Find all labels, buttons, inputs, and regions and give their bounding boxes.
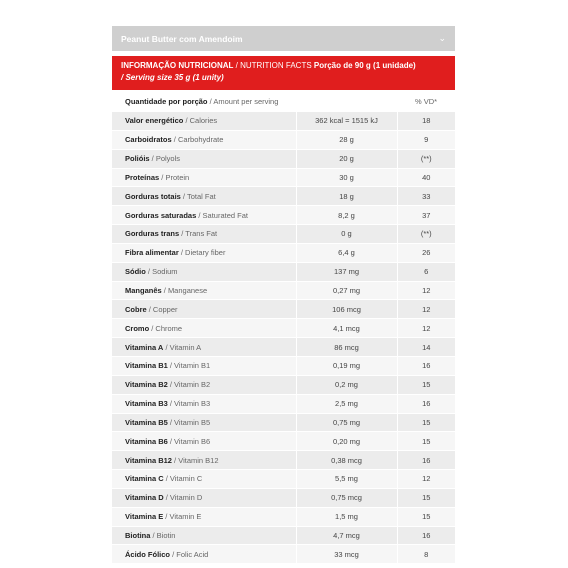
nutrient-vd: 16 [397, 394, 455, 413]
nutrient-name-en: / Vitamin E [163, 512, 202, 522]
nutrient-vd: 40 [397, 168, 455, 187]
table-row [112, 470, 455, 489]
table-row [112, 243, 455, 262]
nutrient-amount: 30 g [296, 168, 397, 187]
nutrient-name-en: / Trans Fat [179, 229, 218, 239]
nutrient-vd: 15 [397, 507, 455, 526]
nutrient-vd: (**) [397, 225, 455, 244]
table-row [112, 225, 455, 244]
nutrient-name [112, 206, 296, 225]
nutrient-vd: 26 [397, 243, 455, 262]
nutrient-name [112, 375, 296, 394]
nutrient-name-pt: Vitamina B1 [125, 361, 168, 371]
nutrient-amount: 0,20 mg [296, 432, 397, 451]
table-row [112, 168, 455, 187]
product-accordion[interactable] [112, 26, 455, 51]
nutrient-name-en: / Vitamin D [163, 493, 203, 503]
nutrient-amount: 106 mcg [296, 300, 397, 319]
amount-label-en: / Amount per serving [207, 96, 279, 106]
nutrient-name-en: / Vitamin B6 [167, 436, 211, 446]
header-serving-size: / Serving size 35 g (1 unity) [121, 72, 224, 82]
nutrient-name-pt: Cromo [125, 323, 150, 333]
nutrient-name [112, 225, 296, 244]
nutrient-amount: 0,27 mg [296, 281, 397, 300]
nutrient-vd: 37 [397, 206, 455, 225]
nutrient-amount: 18 g [296, 187, 397, 206]
header-title-en: / NUTRITION FACTS [233, 61, 314, 70]
table-row [112, 432, 455, 451]
table-row [112, 394, 455, 413]
nutrient-name-pt: Gorduras saturadas [125, 210, 197, 220]
chevron-down-icon[interactable]: ⌄ [438, 33, 446, 43]
nutrition-header [112, 56, 455, 90]
nutrient-name [112, 187, 296, 206]
nutrient-name-pt: Cobre [125, 304, 147, 314]
header-portion: Porção de 90 g (1 unidade) [313, 61, 416, 70]
nutrient-amount: 362 kcal = 1515 kJ [296, 112, 397, 130]
nutrient-name-en: / Vitamin B5 [167, 417, 211, 427]
nutrient-name [112, 130, 296, 149]
nutrient-vd: 15 [397, 413, 455, 432]
table-row [112, 356, 455, 375]
nutrient-name [112, 526, 296, 545]
nutrient-name-en: / Saturated Fat [196, 210, 248, 220]
nutrient-vd: 9 [397, 130, 455, 149]
vd-column-header: % VD* [414, 96, 438, 106]
nutrient-name-en: / Total Fat [180, 191, 216, 201]
nutrient-vd: 12 [397, 470, 455, 489]
nutrient-name [112, 356, 296, 375]
nutrient-name-en: / Carbohydrate [171, 135, 224, 145]
nutrient-amount: 20 g [296, 149, 397, 168]
nutrient-name [112, 262, 296, 281]
nutrient-name-pt: Carboidratos [125, 135, 172, 145]
table-row [112, 149, 455, 168]
nutrient-name-pt: Fibra alimentar [125, 248, 179, 258]
table-row [112, 375, 455, 394]
nutrient-name-pt: Vitamina C [125, 474, 164, 484]
nutrient-name-en: / Protein [159, 172, 190, 182]
nutrient-vd: 12 [397, 319, 455, 338]
nutrient-amount: 137 mg [296, 262, 397, 281]
table-row [112, 507, 455, 526]
nutrient-vd: 16 [397, 526, 455, 545]
nutrient-name-en: / Polyols [149, 154, 181, 164]
nutrient-vd: 16 [397, 451, 455, 470]
nutrient-name-pt: Vitamina A [125, 342, 164, 352]
nutrient-name-pt: Vitamina B6 [125, 436, 168, 446]
nutrient-name-pt: Vitamina B5 [125, 417, 168, 427]
nutrient-name-pt: Vitamina E [125, 512, 164, 522]
nutrition-panel [112, 26, 455, 564]
amount-label-pt: Quantidade por porção [125, 96, 208, 106]
table-row [112, 262, 455, 281]
table-row [112, 319, 455, 338]
nutrient-amount: 4,7 mcg [296, 526, 397, 545]
nutrient-name [112, 112, 296, 130]
nutrient-name-pt: Sódio [125, 267, 146, 277]
nutrient-name [112, 394, 296, 413]
table-row [112, 130, 455, 149]
nutrient-amount: 28 g [296, 130, 397, 149]
nutrient-name [112, 507, 296, 526]
nutrient-amount: 0,2 mg [296, 375, 397, 394]
nutrient-name-en: / Vitamin B3 [167, 399, 211, 409]
nutrient-name [112, 488, 296, 507]
nutrient-name-pt: Gorduras totais [125, 191, 181, 201]
nutrient-name [112, 149, 296, 168]
nutrient-amount: 0,19 mg [296, 356, 397, 375]
table-row [112, 526, 455, 545]
nutrient-name-en: / Folic Acid [170, 549, 209, 559]
nutrient-amount: 0 g [296, 225, 397, 244]
table-row [112, 488, 455, 507]
nutrient-name [112, 451, 296, 470]
nutrient-vd: (**) [397, 149, 455, 168]
nutrient-name [112, 432, 296, 451]
nutrient-amount: 33 mcg [296, 545, 397, 564]
nutrient-name-en: / Sodium [145, 267, 178, 277]
nutrient-name-en: / Vitamin A [163, 342, 202, 352]
nutrient-name-en: / Vitamin B12 [171, 455, 219, 465]
nutrient-name-en: / Calories [183, 116, 218, 126]
nutrient-vd: 18 [397, 112, 455, 130]
nutrient-name [112, 545, 296, 564]
nutrient-name-pt: Proteínas [125, 172, 160, 182]
table-row [112, 206, 455, 225]
nutrient-name-pt: Polióis [125, 154, 150, 164]
nutrient-name [112, 413, 296, 432]
nutrient-name-en: / Chrome [149, 323, 183, 333]
nutrient-name-en: / Vitamin C [163, 474, 203, 484]
nutrient-name [112, 470, 296, 489]
nutrient-vd: 15 [397, 375, 455, 394]
table-row [112, 451, 455, 470]
nutrient-vd: 15 [397, 488, 455, 507]
nutrient-name-pt: Vitamina B3 [125, 399, 168, 409]
nutrient-name [112, 300, 296, 319]
nutrient-name-pt: Vitamina B12 [125, 455, 172, 465]
nutrient-name-en: / Dietary fiber [178, 248, 226, 258]
nutrient-name-pt: Vitamina B2 [125, 380, 168, 390]
nutrient-amount: 2,5 mg [296, 394, 397, 413]
nutrient-name-pt: Valor energético [125, 116, 184, 126]
table-row [112, 300, 455, 319]
nutrient-name [112, 243, 296, 262]
nutrient-name-en: / Biotin [150, 530, 176, 540]
nutrient-vd: 16 [397, 356, 455, 375]
nutrient-name-pt: Biotina [125, 530, 151, 540]
table-row [112, 112, 455, 130]
nutrient-name [112, 319, 296, 338]
nutrient-name-en: / Manganese [161, 286, 208, 296]
nutrient-name-pt: Ácido Fólico [125, 549, 170, 559]
header-line-1 [121, 60, 446, 72]
nutrient-amount: 0,38 mcg [296, 451, 397, 470]
nutrient-vd: 12 [397, 281, 455, 300]
header-title-pt: INFORMAÇÃO NUTRICIONAL [121, 61, 234, 70]
table-row [112, 338, 455, 357]
nutrient-name-en: / Vitamin B2 [167, 380, 211, 390]
nutrient-name-en: / Vitamin B1 [167, 361, 211, 371]
nutrient-name [112, 168, 296, 187]
nutrient-name [112, 281, 296, 300]
nutrient-amount: 5,5 mg [296, 470, 397, 489]
table-row [112, 187, 455, 206]
table-row [112, 413, 455, 432]
amount-per-serving-row [112, 90, 455, 112]
nutrient-amount: 8,2 g [296, 206, 397, 225]
nutrient-amount: 0,75 mcg [296, 488, 397, 507]
nutrient-vd: 15 [397, 432, 455, 451]
nutrient-name [112, 338, 296, 357]
table-row [112, 281, 455, 300]
nutrient-name-pt: Manganês [125, 286, 162, 296]
nutrient-amount: 6,4 g [296, 243, 397, 262]
nutrient-amount: 1,5 mg [296, 507, 397, 526]
nutrient-vd: 33 [397, 187, 455, 206]
nutrient-vd: 6 [397, 262, 455, 281]
accordion-title: Peanut Butter com Amendoim [121, 33, 243, 44]
nutrient-amount: 86 mcg [296, 338, 397, 357]
table-row [112, 545, 455, 564]
nutrient-vd: 8 [397, 545, 455, 564]
nutrition-table [112, 112, 455, 564]
nutrient-amount: 0,75 mg [296, 413, 397, 432]
nutrient-vd: 14 [397, 338, 455, 357]
nutrient-amount: 4,1 mcg [296, 319, 397, 338]
nutrient-vd: 12 [397, 300, 455, 319]
nutrient-name-pt: Gorduras trans [125, 229, 180, 239]
nutrient-name-pt: Vitamina D [125, 493, 164, 503]
nutrient-name-en: / Copper [146, 304, 178, 314]
